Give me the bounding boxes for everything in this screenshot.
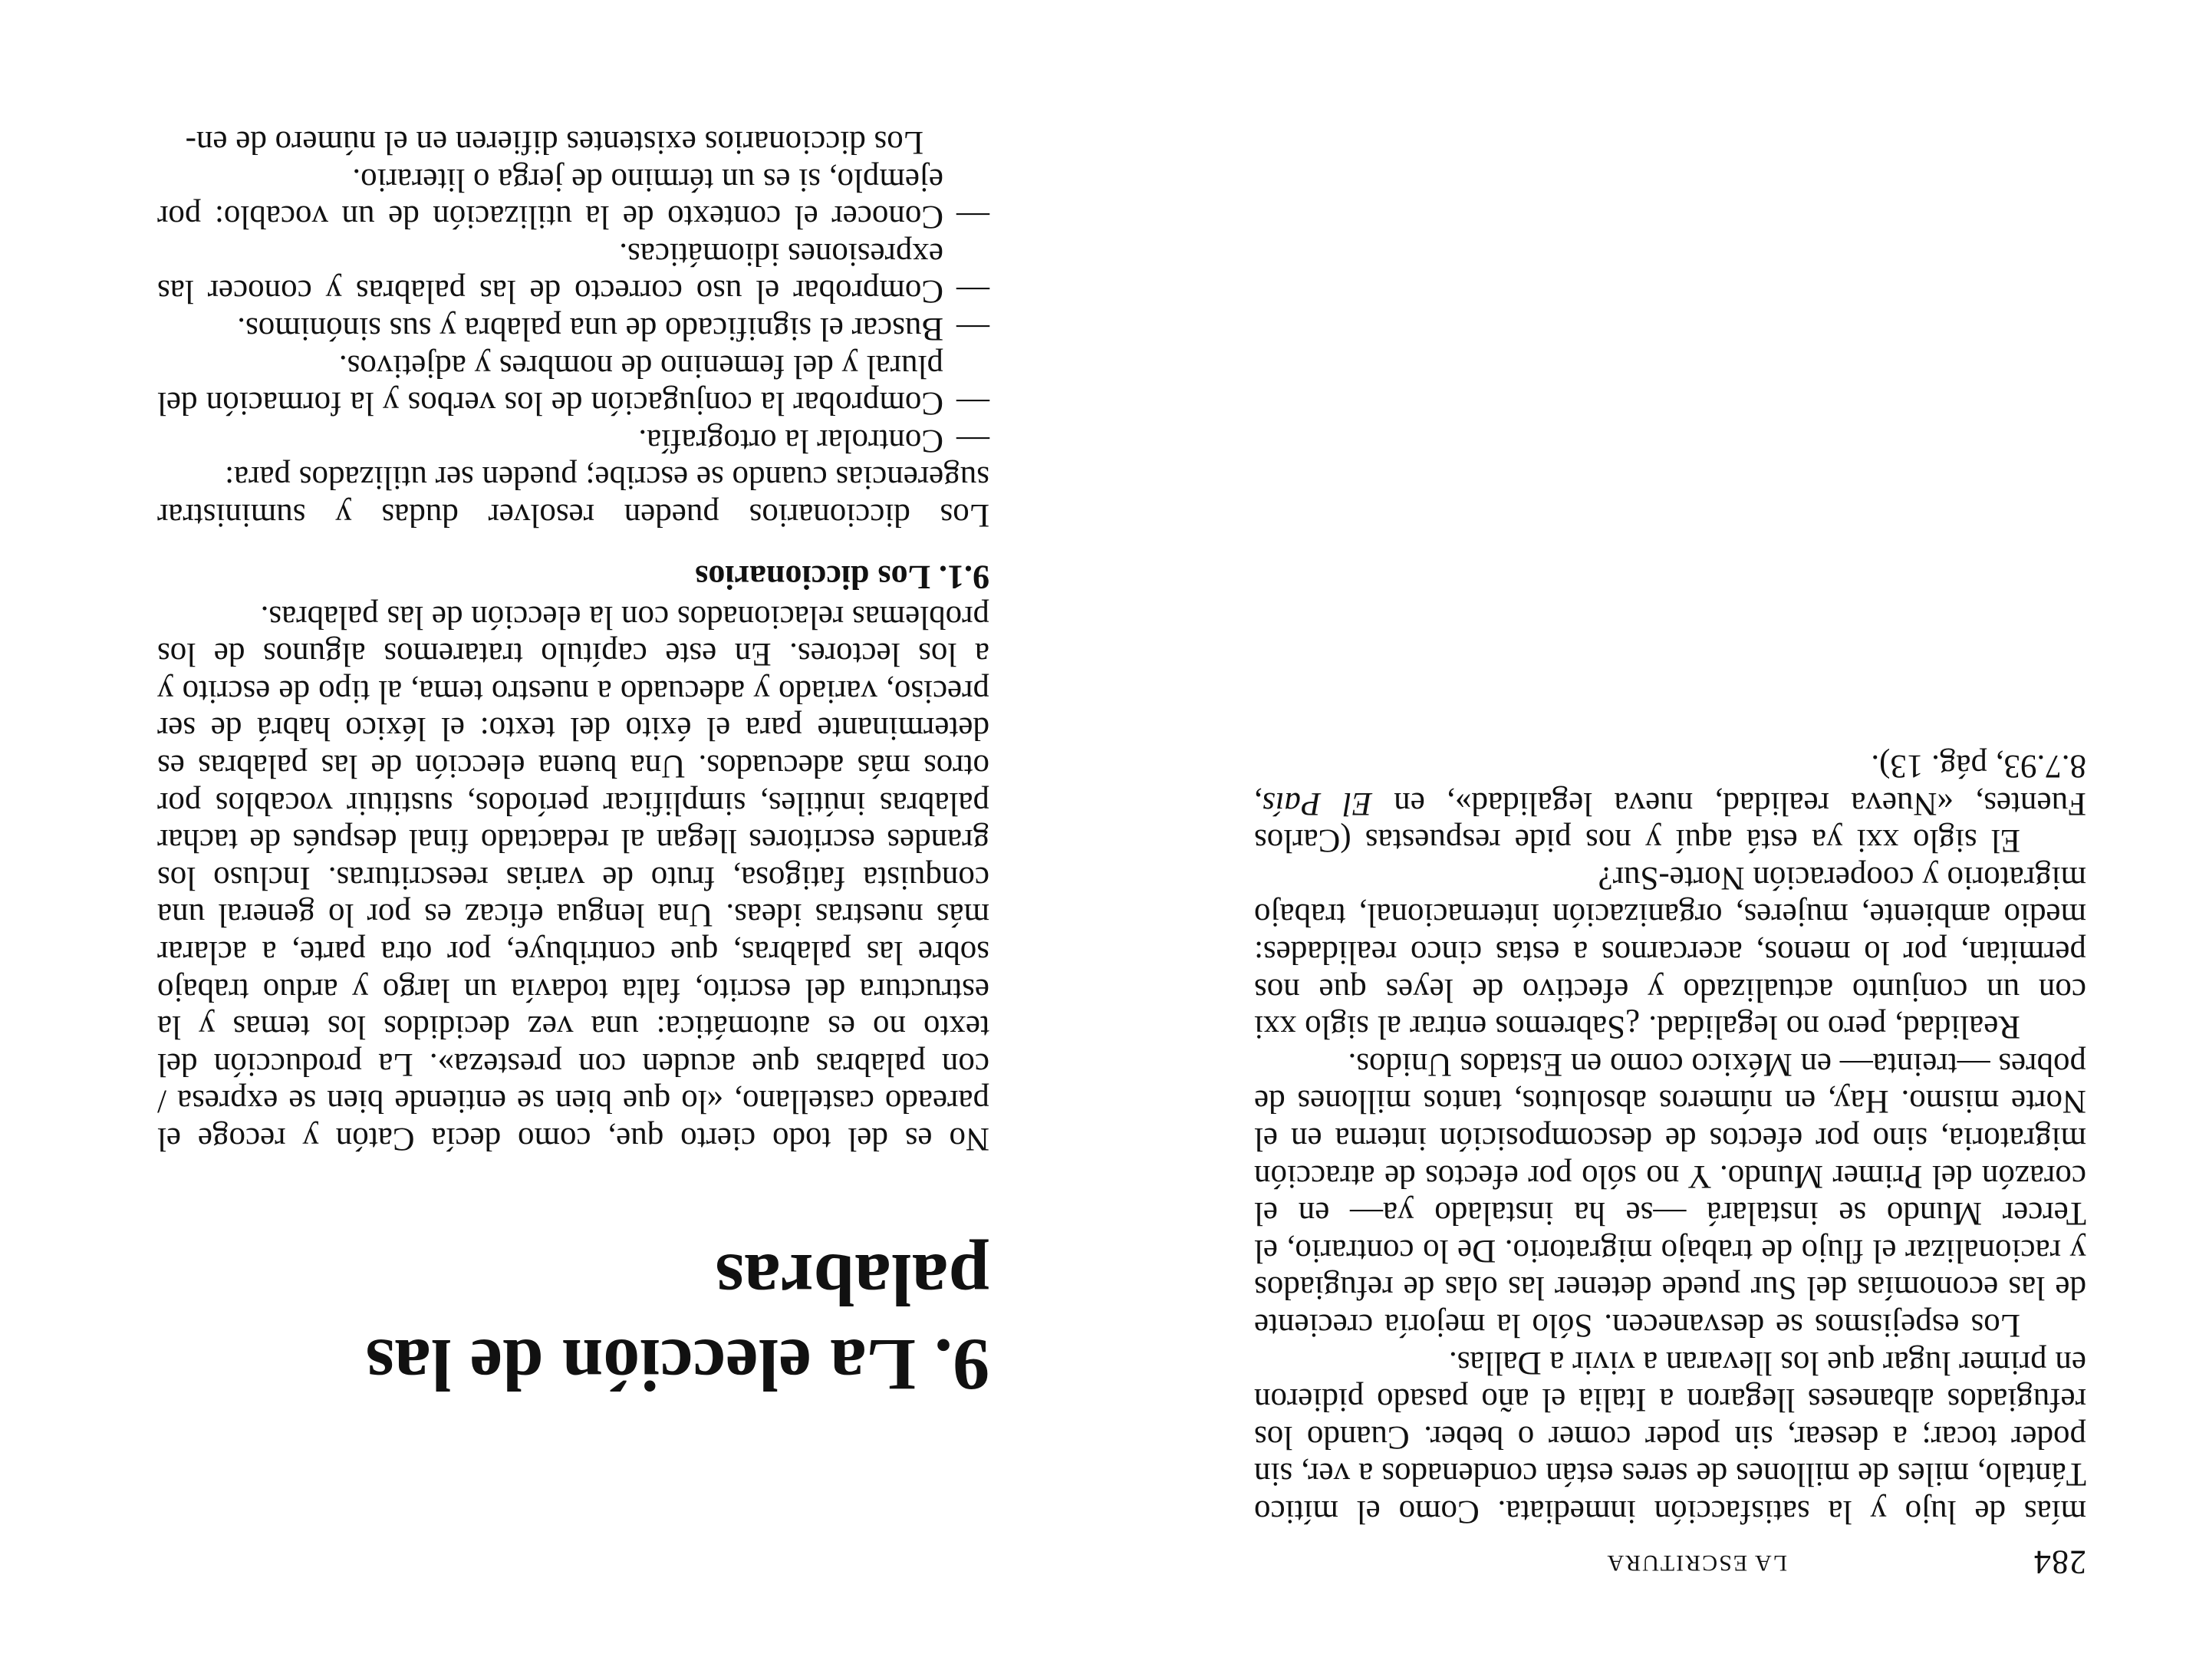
list-item-text: Comprobar el uso correcto de las palabras y conocer las expresiones idiomáticas. [157,236,943,310]
left-page-body [1254,747,2086,1530]
list-item [157,421,989,459]
paragraph: mías de lujo y la satisfacción inmediata. Como el mítico Tántalo, miles de millones de seres están condenados a ver, sin poder tocar; a desear, sin poder comer o beber. Cuando los refugiados albaneses llegaron a Italia el año pasado pidieron en primer lugar que los llevaran a vivir a Dallas. [1254,1344,2086,1530]
list-item-text: Conocer el contexto de la utilización de un vocablo: por ejemplo, si es un término de jerga o literario. [157,161,943,236]
citation-text: El siglo xxi ya está aquí y nos pide respuestas (Carlos Fuentes, «Nueva realidad, nueva legalidad», en [1254,785,2086,859]
page-number: 284 [2033,1543,2086,1581]
dash-marker: — [956,422,989,459]
dash-marker: — [956,311,989,348]
paragraph: Los espejismos se desvanecen. Sólo la mejoría creciente de las economías del Sur puede detener las olas de refugiados y racionalizar el flujo de trabajo migratorio. De lo contrario, el Tercer Mundo se instalará —se ha instalado ya— en el corazón del Primer Mundo. Y no sólo por efectos de atracción migratoria, sino por efectos de descomposición interna en el Norte mismo. Hay, en números absolutos, tantos millones de pobres —treinta— en México como en Estados Unidos. [1254,1046,2086,1344]
paragraph: No es del todo cierto que, como decía Catón y recoge el pareado castellano, «lo que bien se entiende bien se expresa / con palabras que acuden con presteza». La producción del texto no es automática: una vez decididos los temas y la estructura del escrito, falta todavía un largo y arduo trabajo sobre las palabras, que contribuye, por otra parte, a aclarar más nuestras ideas. Una lengua eficaz es por lo general una conquista fatigosa, fruto de varias reescrituras. Incluso los grandes escritores llegan al redactado final después de tachar palabras inútiles, simplificar períodos, sustituir vocablos por otros más adecuados. Una buena elección de las palabras es determinante para el éxito del texto: el léxico habrá de ser preciso, variado y adecuado a nuestro tema, al tipo de escrito y a los lectores. En este capítulo trataremos algunos de los problemas relacionados con la elección de las palabras. [157,598,989,1157]
paragraph: Los diccionarios existentes difieren en el número de en- [185,124,923,161]
list-item-text: Comprobar la conjugación de los verbos y la formación del plural y del femenino de nombres y adjetivos. [157,348,943,422]
list-item-text: Buscar el significado de una palabra y sus sinónimos. [237,311,943,348]
paragraph: Realidad, pero no legalidad. ¿Sabremos entrar al siglo xxi con un conjunto actualizado y efectivo de leyes que nos permitan, por lo menos, acercarnos a estas cinco realidades: medio ambiente, mujeres, organización internacional, trabajo migratorio y cooperación Norte-Sur? [1254,859,2086,1046]
section-title: 9.1. Los diccionarios [695,558,989,596]
citation-source: El País [1262,785,1372,822]
section-body [157,123,989,533]
running-head-title: LA ESCRITURA [1605,1550,1787,1576]
list-item [157,309,989,347]
list-item-text: Controlar la ortografía. [638,422,943,459]
citation-tail: , 8.7.93, pág. 13). [1254,748,2086,822]
citation-paragraph [1254,747,2086,859]
dash-marker: — [956,273,989,310]
running-header [1166,1543,2086,1582]
list-item [157,235,989,309]
page-284 [1166,0,2086,1680]
dash-marker: — [956,199,989,236]
chapter-intro [157,598,989,1157]
list-item [157,160,989,235]
chapter-9-page [115,0,989,1680]
list-item [157,347,989,421]
paragraph: Los diccionarios pueden resolver dudas y suministrar sugerencias cuando se escribe; pueden ser utilizados para: [157,460,989,533]
uses-list [157,160,989,459]
chapter-title: 9. La elección de las palabras [365,1239,989,1406]
dash-marker: — [956,385,989,422]
